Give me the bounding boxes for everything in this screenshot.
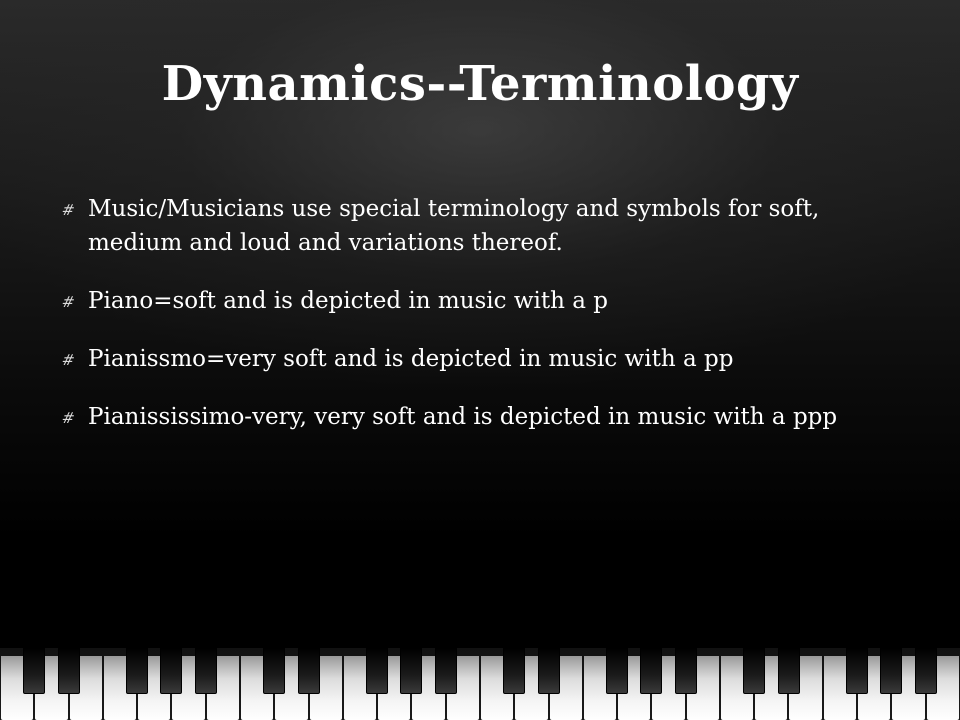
black-key [503, 648, 525, 694]
black-key [58, 648, 80, 694]
bullet-text: Pianissmo=very soft and is depicted in music with a pp [88, 346, 734, 372]
black-key [743, 648, 765, 694]
hash-bullet-icon: # [60, 201, 77, 219]
black-key [23, 648, 45, 694]
bullet-item [60, 284, 920, 318]
black-key [366, 648, 388, 694]
black-key [778, 648, 800, 694]
piano-keys-image [0, 648, 960, 720]
black-key [435, 648, 457, 694]
black-key [298, 648, 320, 694]
bullet-text: Piano=soft and is depicted in music with a p [88, 288, 609, 314]
hash-bullet-icon: # [60, 409, 77, 427]
black-key [126, 648, 148, 694]
black-key [880, 648, 902, 694]
black-key [915, 648, 937, 694]
bullet-item [60, 192, 920, 260]
black-key [675, 648, 697, 694]
black-key [263, 648, 285, 694]
hash-bullet-icon: # [60, 293, 77, 311]
black-key [846, 648, 868, 694]
slide-title: Dynamics--Terminology [161, 56, 799, 112]
black-key [606, 648, 628, 694]
bullet-text: Pianississimo-very, very soft and is depicted in music with a ppp [88, 404, 838, 430]
hash-bullet-icon: # [60, 351, 77, 369]
bullet-item [60, 342, 920, 376]
bullet-text: Music/Musicians use special terminology and symbols for soft, medium and loud and variations thereof. [88, 196, 820, 256]
bullet-item [60, 400, 920, 434]
black-key [640, 648, 662, 694]
black-key [160, 648, 182, 694]
bullet-list [60, 192, 920, 458]
black-key [195, 648, 217, 694]
black-key [538, 648, 560, 694]
black-key [400, 648, 422, 694]
